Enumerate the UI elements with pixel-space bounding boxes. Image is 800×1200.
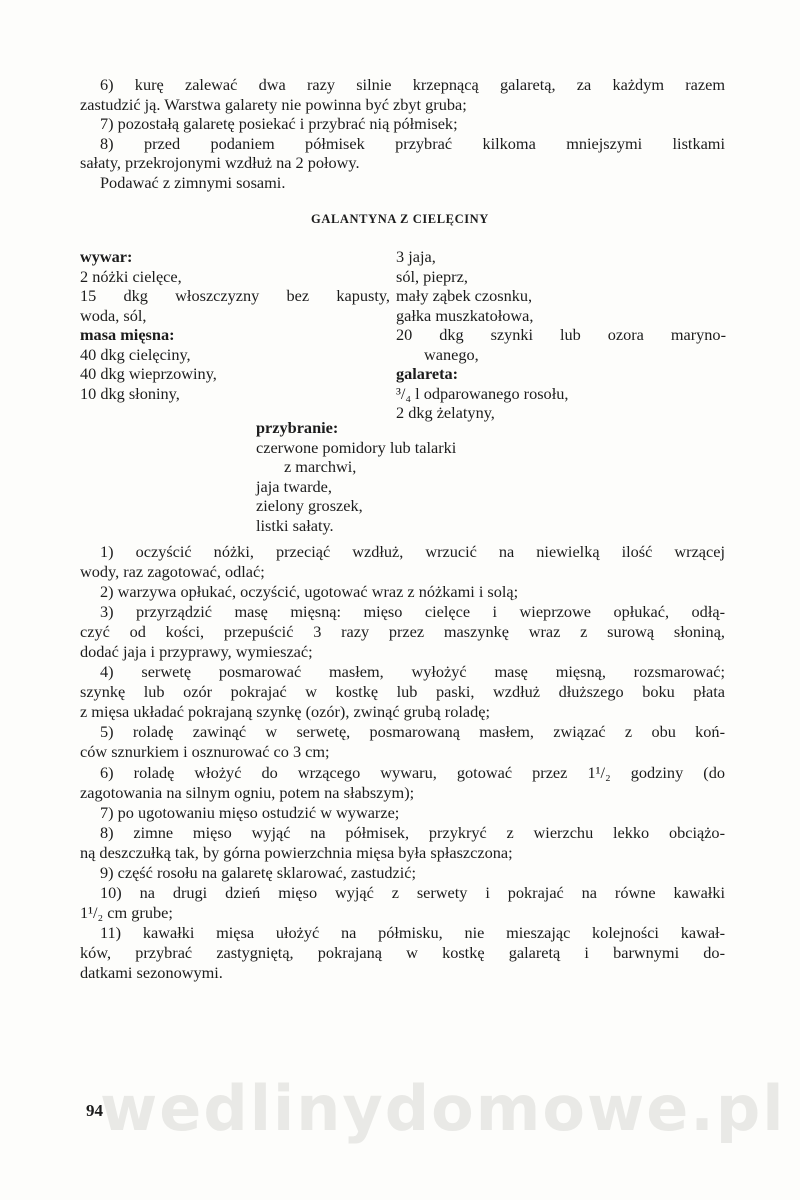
text-line: czyć od kości, przepuścić 3 razy przez maszynkę wraz z surową słoniną, [80, 622, 725, 642]
section-label: wywar: [80, 247, 133, 266]
section-label: masa mięsna: [80, 325, 175, 344]
text-line: woda, sól, [80, 305, 147, 325]
text-line: datkami sezonowymi. [80, 962, 223, 982]
text-line: Podawać z zimnymi sosami. [100, 172, 286, 192]
page-number: 94 [86, 1101, 103, 1120]
text-line: 2) warzywa opłukać, oczyścić, ugotować wraz z nóżkami i solą; [100, 582, 519, 602]
text-line: czerwone pomidory lub talarki [256, 437, 457, 457]
text-line: sałaty, przekrojonymi wzdłuż na 2 połowy. [80, 153, 360, 172]
text-line: z mięsa układać pokrajaną szynkę (ozór), zwinąć grubą roladę; [80, 702, 491, 722]
text-line: 15 dkg włoszczyzny bez kapusty, [80, 286, 390, 305]
text-line: 1) oczyścić nóżki, przeciąć wzdłuż, wrzucić na niewielką ilość wrzącej [100, 542, 725, 561]
text-line: 7) pozostałą galaretę posiekać i przybrać nią półmisek; [100, 114, 458, 133]
text-line: ców sznurkiem i osznurować co 3 cm; [80, 742, 330, 762]
text-line: 3 jaja, [396, 247, 436, 266]
ingredients-right-column [396, 247, 726, 423]
text-line: 40 dkg wieprzowiny, [80, 364, 217, 383]
text-line: dodać jaja i przyprawy, wymieszać; [80, 642, 313, 662]
text-line: 8) przed podaniem półmisek przybrać kilkoma mniejszymi listkami [100, 133, 725, 153]
section-label: galareta: [396, 364, 459, 383]
text-line: ków, przybrać zastygniętą, pokrajaną w kostkę galaretą i barwnymi do- [80, 942, 725, 962]
watermark: wedlinydomowe.pl [100, 1072, 786, 1145]
text-line: 2 nóżki cielęce, [80, 266, 182, 286]
text-line: 40 dkg cielęciny, [80, 344, 191, 364]
text-line: ³/₄ l odparowanego rosołu, [396, 383, 569, 403]
text-line: jaja twarde, [256, 476, 332, 496]
text-line: z marchwi, [284, 457, 357, 476]
text-line: zielony groszek, [256, 496, 363, 515]
text-line: szynkę lub ozór pokrajać w kostkę lub paski, wzdłuż dłuższego boku płata [80, 682, 725, 702]
garnish-list [256, 418, 596, 535]
text-line: 5) roladę zawinąć w serwetę, posmarowaną masłem, związać z obu koń- [100, 722, 725, 742]
recipe-title: GALANTYNA Z CIELĘCINY [311, 212, 489, 226]
text-line: 1¹/₂ cm grube; [80, 902, 173, 922]
text-line: zagotowania na silnym ogniu, potem na słabszym); [80, 782, 415, 802]
text-line: wody, raz zagotować, odlać; [80, 562, 265, 582]
text-line: 10 dkg słoniny, [80, 383, 180, 403]
text-line: mały ząbek czosnku, [396, 286, 533, 305]
preparation-steps [80, 542, 725, 983]
intro-paragraphs [80, 75, 725, 192]
text-line: gałka muszkatołowa, [396, 305, 534, 325]
text-line: 3) przyrządzić masę mięsną: mięso cielęce i wieprzowe opłukać, odłą- [100, 602, 725, 622]
text-line: 8) zimne mięso wyjąć na półmisek, przykryć z wierzchu lekko obciążo- [100, 822, 725, 842]
text-line: 11) kawałki mięsa ułożyć na półmisku, nie mieszając kolejności kawał- [100, 922, 725, 942]
text-line: 10) na drugi dzień mięso wyjąć z serwety i pokrajać na równe kawałki [100, 882, 725, 902]
text-line: 6) kurę zalewać dwa razy silnie krzepnącą galaretą, za każdym razem [100, 75, 725, 94]
text-line: 4) serwetę posmarować masłem, wyłożyć masę mięsną, rozsmarować; [100, 662, 725, 682]
text-line: 7) po ugotowaniu mięso ostudzić w wywarze; [100, 802, 400, 822]
text-line: ną deszczułką tak, by górna powierzchnia mięsa była spłaszczona; [80, 842, 513, 862]
text-line: wanego, [424, 344, 479, 364]
text-line: sól, pieprz, [396, 266, 468, 286]
ingredients-left-column [80, 247, 390, 403]
text-line: 9) część rosołu na galaretę sklarować, zastudzić; [100, 862, 416, 882]
text-line: listki sałaty. [256, 515, 334, 535]
text-line: 20 dkg szynki lub ozora maryno- [396, 325, 726, 344]
text-line: 2 dkg żelatyny, [396, 403, 495, 422]
text-line: zastudzić ją. Warstwa galarety nie powinna być zbyt gruba; [80, 94, 467, 114]
text-line: 6) roladę włożyć do wrzącego wywaru, gotować przez 1¹/₂ godziny (do [100, 762, 725, 782]
section-label: przybranie: [256, 418, 339, 437]
